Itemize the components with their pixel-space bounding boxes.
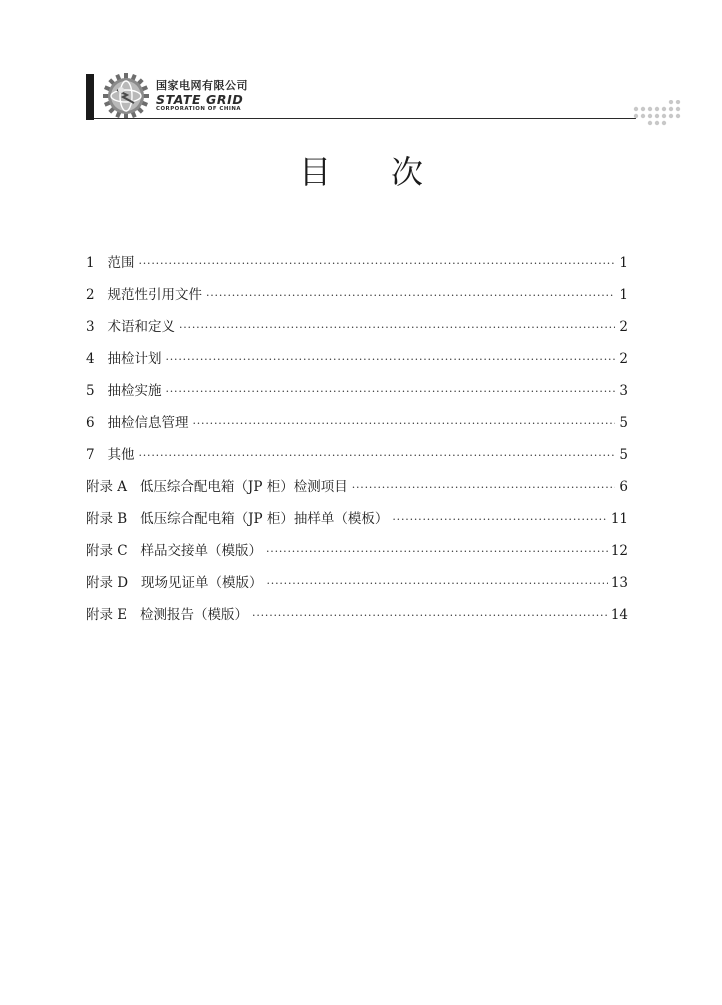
toc-entry[interactable]	[86, 412, 628, 444]
toc-entry-number: 7	[86, 447, 95, 463]
table-of-contents	[86, 252, 628, 636]
toc-entry-number: 4	[86, 351, 95, 367]
toc-entry-page: 1	[619, 287, 628, 303]
toc-entry-number: 附录 D	[86, 575, 129, 591]
toc-entry-number: 附录 A	[86, 479, 128, 495]
toc-dot-leader	[179, 317, 615, 339]
toc-entry[interactable]	[86, 604, 628, 636]
toc-dot-leader	[192, 413, 615, 435]
toc-entry-page: 5	[619, 447, 628, 463]
toc-entry[interactable]	[86, 572, 628, 604]
toc-entry-number: 1	[86, 255, 95, 271]
state-grid-globe-icon	[103, 73, 149, 119]
toc-entry[interactable]	[86, 476, 628, 508]
toc-entry-number: 6	[86, 415, 95, 431]
toc-dot-leader	[352, 477, 615, 499]
toc-entry-label: 术语和定义	[107, 319, 175, 335]
toc-entry[interactable]	[86, 316, 628, 348]
toc-entry-label: 低压综合配电箱（JP 柜）检测项目	[139, 479, 348, 495]
toc-entry-page: 5	[619, 415, 628, 431]
toc-dot-leader	[392, 509, 607, 531]
toc-entry-label: 范围	[107, 255, 135, 271]
header-rule	[94, 118, 636, 119]
brand-block	[156, 80, 248, 112]
toc-entry[interactable]	[86, 444, 628, 476]
toc-entry[interactable]	[86, 540, 628, 572]
toc-dot-leader	[165, 381, 615, 403]
toc-entry-number: 附录 E	[86, 607, 128, 623]
decorative-dots-icon	[630, 100, 686, 130]
toc-entry-page: 2	[619, 319, 628, 335]
toc-dot-leader	[138, 445, 615, 467]
toc-entry-number: 5	[86, 383, 95, 399]
toc-entry-label: 现场见证单（模版）	[141, 575, 263, 591]
toc-entry-number: 附录 B	[86, 511, 128, 527]
toc-entry[interactable]	[86, 380, 628, 412]
toc-entry[interactable]	[86, 252, 628, 284]
toc-entry[interactable]	[86, 508, 628, 540]
toc-dot-leader	[252, 605, 608, 627]
toc-entry-number: 3	[86, 319, 95, 335]
toc-dot-leader	[267, 573, 608, 595]
toc-entry-page: 13	[610, 575, 628, 591]
toc-entry-page: 12	[610, 543, 628, 559]
toc-entry-label: 规范性引用文件	[107, 287, 202, 303]
toc-entry-page: 6	[619, 479, 628, 495]
brand-subtitle: CORPORATION OF CHINA	[156, 106, 242, 112]
toc-entry-page: 14	[610, 607, 628, 623]
brand-name-cn: 国家电网有限公司	[156, 79, 248, 92]
page-title: 目次	[298, 153, 483, 191]
toc-entry-label: 样品交接单（模版）	[140, 543, 262, 559]
toc-entry-label: 其他	[107, 447, 135, 463]
toc-dot-leader	[206, 285, 615, 307]
toc-entry-number: 附录 C	[86, 543, 128, 559]
toc-dot-leader	[266, 541, 608, 563]
toc-entry-number: 2	[86, 287, 95, 303]
toc-entry-page: 2	[619, 351, 628, 367]
toc-dot-leader	[138, 253, 615, 275]
toc-entry-label: 抽检信息管理	[107, 415, 189, 431]
brand-name-en: STATE GRID	[156, 92, 244, 107]
toc-entry-label: 低压综合配电箱（JP 柜）抽样单（模板）	[140, 511, 389, 527]
page-header	[0, 0, 722, 130]
toc-dot-leader	[165, 349, 615, 371]
toc-entry[interactable]	[86, 348, 628, 380]
toc-entry-page: 11	[610, 511, 628, 527]
toc-entry-label: 抽检计划	[107, 351, 162, 367]
toc-entry[interactable]	[86, 284, 628, 316]
toc-entry-label: 抽检实施	[107, 383, 162, 399]
toc-entry-page: 3	[619, 383, 628, 399]
toc-entry-page: 1	[619, 255, 628, 271]
header-accent-bar	[86, 74, 94, 120]
toc-entry-label: 检测报告（模版）	[140, 607, 249, 623]
